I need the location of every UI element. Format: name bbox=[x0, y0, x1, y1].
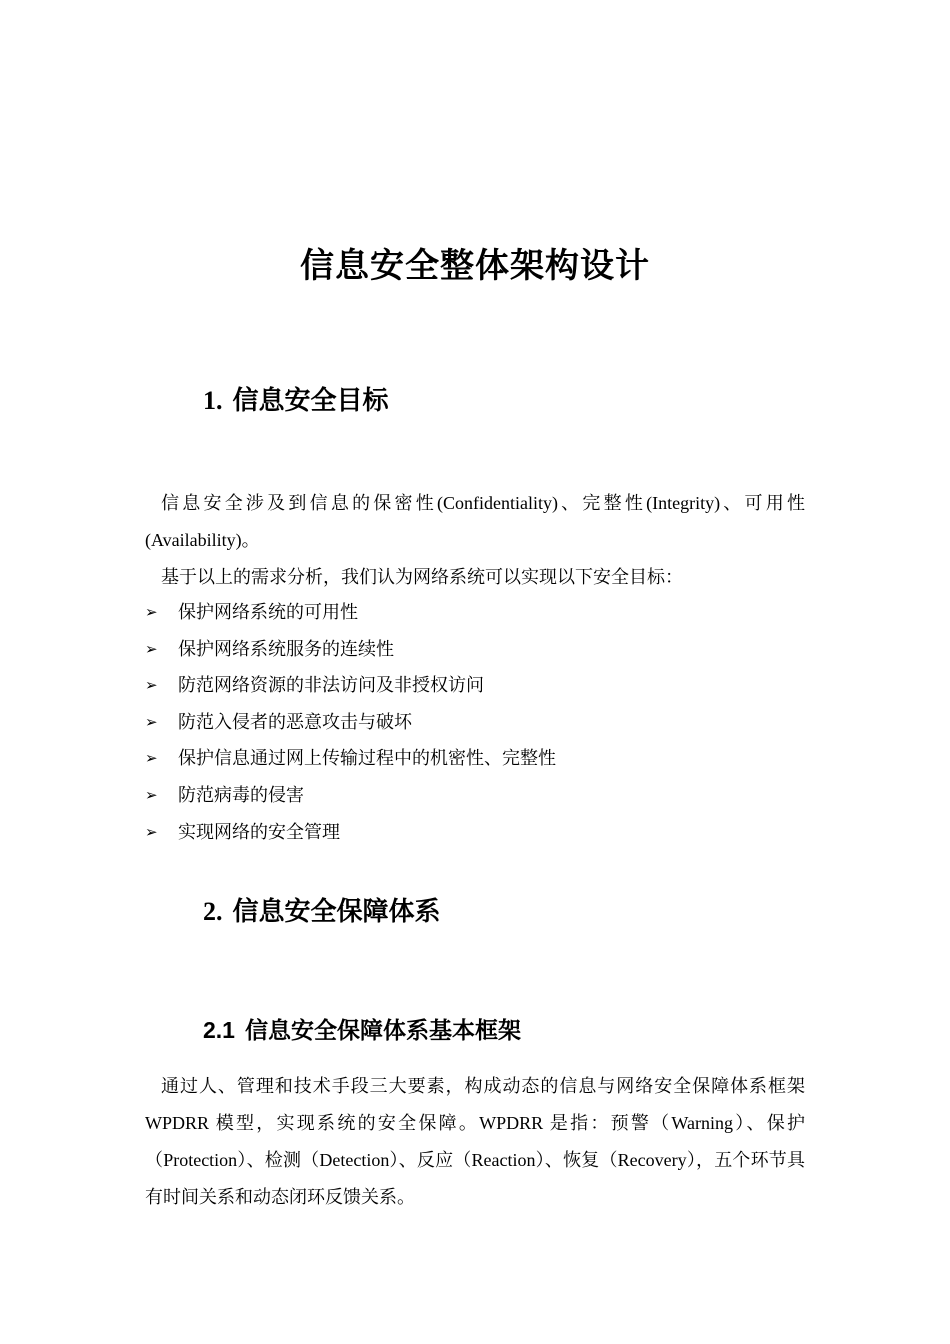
section-1-paragraph-1: 信息安全涉及到信息的保密性(Confidentiality)、完整性(Integrity)、可用性(Availability)。 bbox=[145, 493, 805, 550]
arrow-bullet-icon: ➢ bbox=[145, 822, 158, 841]
list-item-text: 保护网络系统服务的连续性 bbox=[178, 638, 394, 659]
list-item-text: 防范网络资源的非法访问及非授权访问 bbox=[178, 675, 484, 696]
list-item bbox=[145, 814, 556, 851]
section-1-number: 1. bbox=[203, 386, 223, 415]
list-item bbox=[145, 704, 556, 741]
arrow-bullet-icon: ➢ bbox=[145, 712, 158, 731]
list-item bbox=[145, 777, 556, 814]
arrow-bullet-icon: ➢ bbox=[145, 749, 158, 768]
section-2-1-number: 2.1 bbox=[203, 1017, 235, 1043]
section-2-title: 信息安全保障体系 bbox=[232, 897, 441, 927]
list-item-text: 保护信息通过网上传输过程中的机密性、完整性 bbox=[178, 748, 556, 769]
list-item bbox=[145, 740, 556, 777]
section-2-1-heading bbox=[203, 1012, 521, 1045]
section-2-1-paragraph: 通过人、管理和技术手段三大要素，构成动态的信息与网络安全保障体系框架 WPDRR 模型，实现系统的安全保障。WPDRR 是指：预警（Warning）、保护（Protection）、检测（Detection）、反应（Reaction）、恢复（Recovery），五个环节具有时间关系和动态闭环反馈关系。 bbox=[145, 1076, 805, 1207]
section-1-heading bbox=[203, 380, 389, 417]
section-2-number: 2. bbox=[203, 897, 223, 926]
list-item-text: 防范病毒的侵害 bbox=[178, 784, 304, 805]
document-title: 信息安全整体架构设计 bbox=[300, 246, 650, 286]
arrow-bullet-icon: ➢ bbox=[145, 785, 158, 804]
arrow-bullet-icon: ➢ bbox=[145, 676, 158, 695]
section-1-paragraph-2: 基于以上的需求分析，我们认为网络系统可以实现以下安全目标： bbox=[161, 567, 683, 587]
section-2-heading bbox=[203, 891, 441, 928]
section-1-title: 信息安全目标 bbox=[232, 386, 389, 416]
list-item-text: 实现网络的安全管理 bbox=[178, 821, 340, 842]
list-item bbox=[145, 667, 556, 704]
list-item bbox=[145, 631, 556, 668]
arrow-bullet-icon: ➢ bbox=[145, 639, 158, 658]
list-item-text: 保护网络系统的可用性 bbox=[178, 602, 358, 622]
security-goals-list bbox=[145, 594, 556, 850]
list-item bbox=[145, 594, 556, 631]
list-item-text: 防范入侵者的恶意攻击与破坏 bbox=[178, 711, 412, 732]
arrow-bullet-icon: ➢ bbox=[145, 603, 158, 621]
section-2-1-title: 信息安全保障体系基本框架 bbox=[244, 1018, 521, 1044]
